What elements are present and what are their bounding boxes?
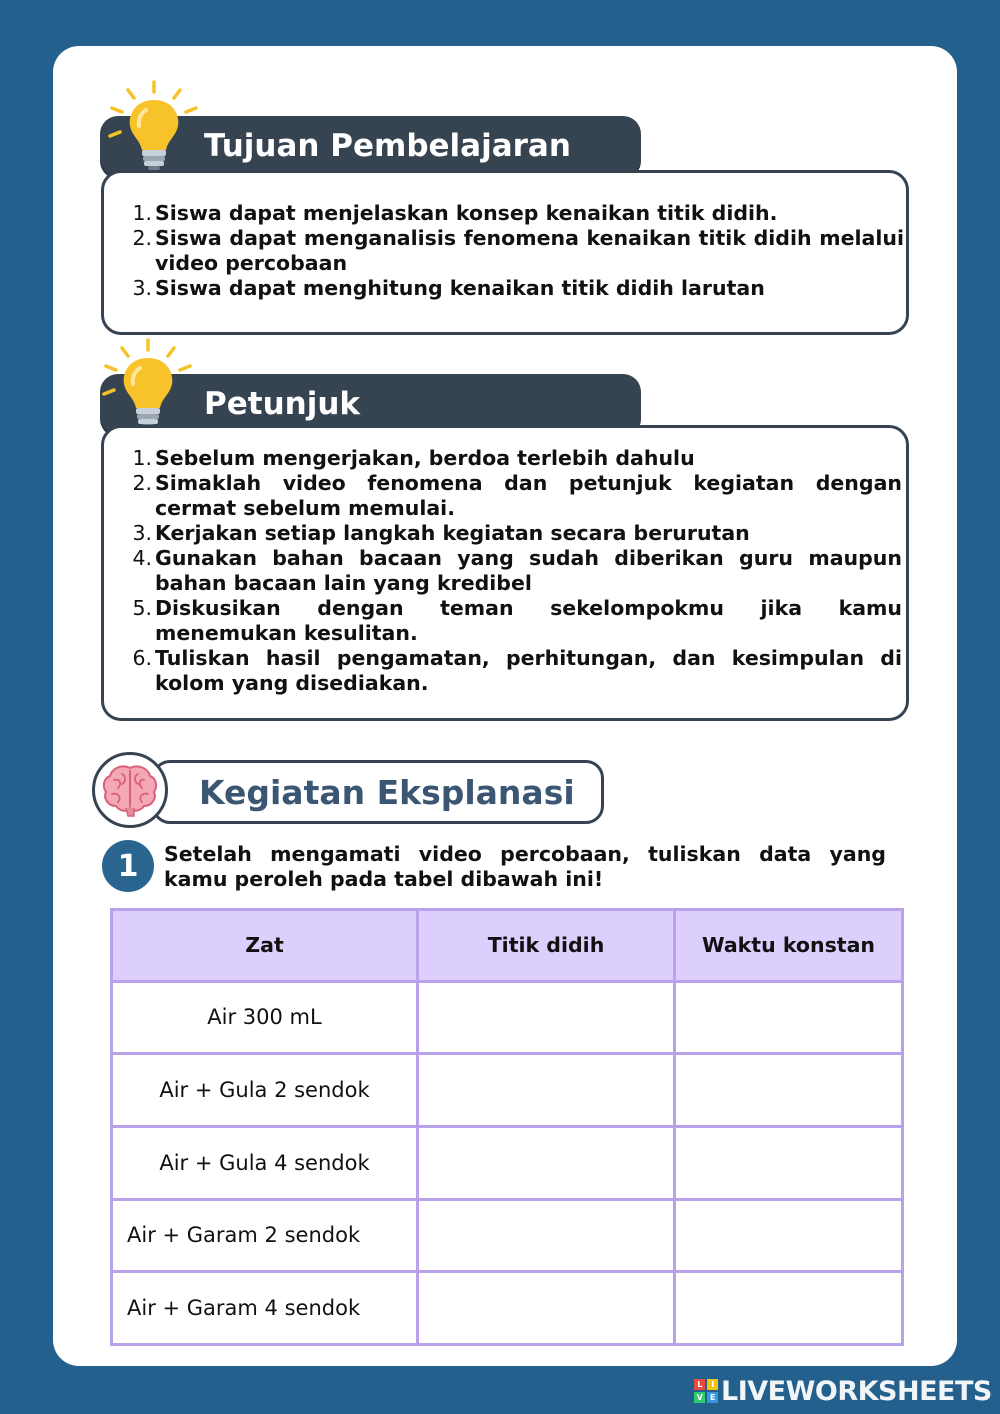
data-table [110, 908, 904, 1346]
zat-cell: Air + Garam 4 sendok [112, 1272, 418, 1345]
brain-badge [92, 752, 168, 828]
waktu-konstan-input-cell[interactable] [675, 1272, 903, 1345]
item-number: 3. [132, 276, 152, 300]
table-header-row [112, 910, 903, 982]
item-text: Siswa dapat menganalisis fenomena kenaikan titik didih melalui video percobaan [155, 226, 904, 275]
waktu-konstan-input-cell[interactable] [675, 1199, 903, 1272]
liveworksheets-watermark [694, 1376, 992, 1406]
table-row [112, 1272, 903, 1345]
waktu-konstan-input-cell[interactable] [675, 1054, 903, 1127]
item-number: 4. [132, 546, 152, 570]
column-header-titik-didih: Titik didih [418, 910, 675, 982]
step-number-badge [102, 840, 154, 892]
item-text: Siswa dapat menjelaskan konsep kenaikan titik didih. [155, 201, 778, 225]
logo-letter: L [694, 1379, 705, 1390]
waktu-konstan-input-cell[interactable] [675, 981, 903, 1054]
item-number: 1. [132, 201, 152, 225]
kegiatan-header [152, 760, 604, 824]
brain-icon [100, 762, 160, 818]
step-number: 1 [117, 848, 139, 884]
list-item [118, 471, 902, 521]
item-number: 5. [132, 596, 152, 620]
tujuan-box [101, 170, 909, 335]
list-item [118, 596, 902, 646]
lightbulb-icon [100, 336, 196, 432]
petunjuk-list [118, 446, 902, 696]
petunjuk-box [101, 425, 909, 721]
kegiatan-title: Kegiatan Eksplanasi [199, 772, 575, 812]
logo-letter: E [707, 1392, 718, 1403]
item-number: 2. [132, 226, 152, 250]
column-header-zat: Zat [112, 910, 418, 982]
titik-didih-input-cell[interactable] [418, 1199, 675, 1272]
zat-cell: Air 300 mL [112, 981, 418, 1054]
tujuan-title: Tujuan Pembelajaran [204, 128, 571, 164]
liveworksheets-logo-icon [694, 1379, 718, 1403]
list-item [118, 226, 904, 276]
tujuan-list [118, 201, 904, 301]
item-number: 1. [132, 446, 152, 470]
logo-letter: I [707, 1379, 718, 1390]
kegiatan-instruction: Setelah mengamati video percobaan, tuliskan data yang kamu peroleh pada tabel dibawah ini! [164, 842, 886, 891]
item-text: Diskusikan dengan teman sekelompokmu jika kamu menemukan kesulitan. [155, 596, 902, 645]
item-text: Tuliskan hasil pengamatan, perhitungan, dan kesimpulan di kolom yang disediakan. [155, 646, 902, 695]
table-row [112, 1054, 903, 1127]
titik-didih-input-cell[interactable] [418, 981, 675, 1054]
item-text: Simaklah video fenomena dan petunjuk kegiatan dengan cermat sebelum memulai. [155, 471, 902, 520]
waktu-konstan-input-cell[interactable] [675, 1126, 903, 1199]
table-row [112, 981, 903, 1054]
watermark-text: LIVEWORKSHEETS [721, 1375, 992, 1407]
list-item [118, 446, 902, 471]
table-row [112, 1126, 903, 1199]
item-number: 6. [132, 646, 152, 670]
item-number: 3. [132, 521, 152, 545]
zat-cell: Air + Gula 4 sendok [112, 1126, 418, 1199]
list-item [118, 201, 904, 226]
list-item [118, 276, 904, 301]
item-text: Gunakan bahan bacaan yang sudah diberikan guru maupun bahan bacaan lain yang kredibel [155, 546, 902, 595]
titik-didih-input-cell[interactable] [418, 1272, 675, 1345]
column-header-waktu-konstan: Waktu konstan [675, 910, 903, 982]
item-text: Kerjakan setiap langkah kegiatan secara berurutan [155, 521, 750, 545]
petunjuk-title: Petunjuk [204, 386, 361, 422]
titik-didih-input-cell[interactable] [418, 1126, 675, 1199]
list-item [118, 646, 902, 696]
logo-letter: V [694, 1392, 705, 1403]
zat-cell: Air + Garam 2 sendok [112, 1199, 418, 1272]
lightbulb-icon [106, 78, 202, 174]
item-text: Sebelum mengerjakan, berdoa terlebih dahulu [155, 446, 695, 470]
list-item [118, 546, 902, 596]
zat-cell: Air + Gula 2 sendok [112, 1054, 418, 1127]
item-number: 2. [132, 471, 152, 495]
item-text: Siswa dapat menghitung kenaikan titik didih larutan [155, 276, 765, 300]
table-row [112, 1199, 903, 1272]
list-item [118, 521, 902, 546]
titik-didih-input-cell[interactable] [418, 1054, 675, 1127]
